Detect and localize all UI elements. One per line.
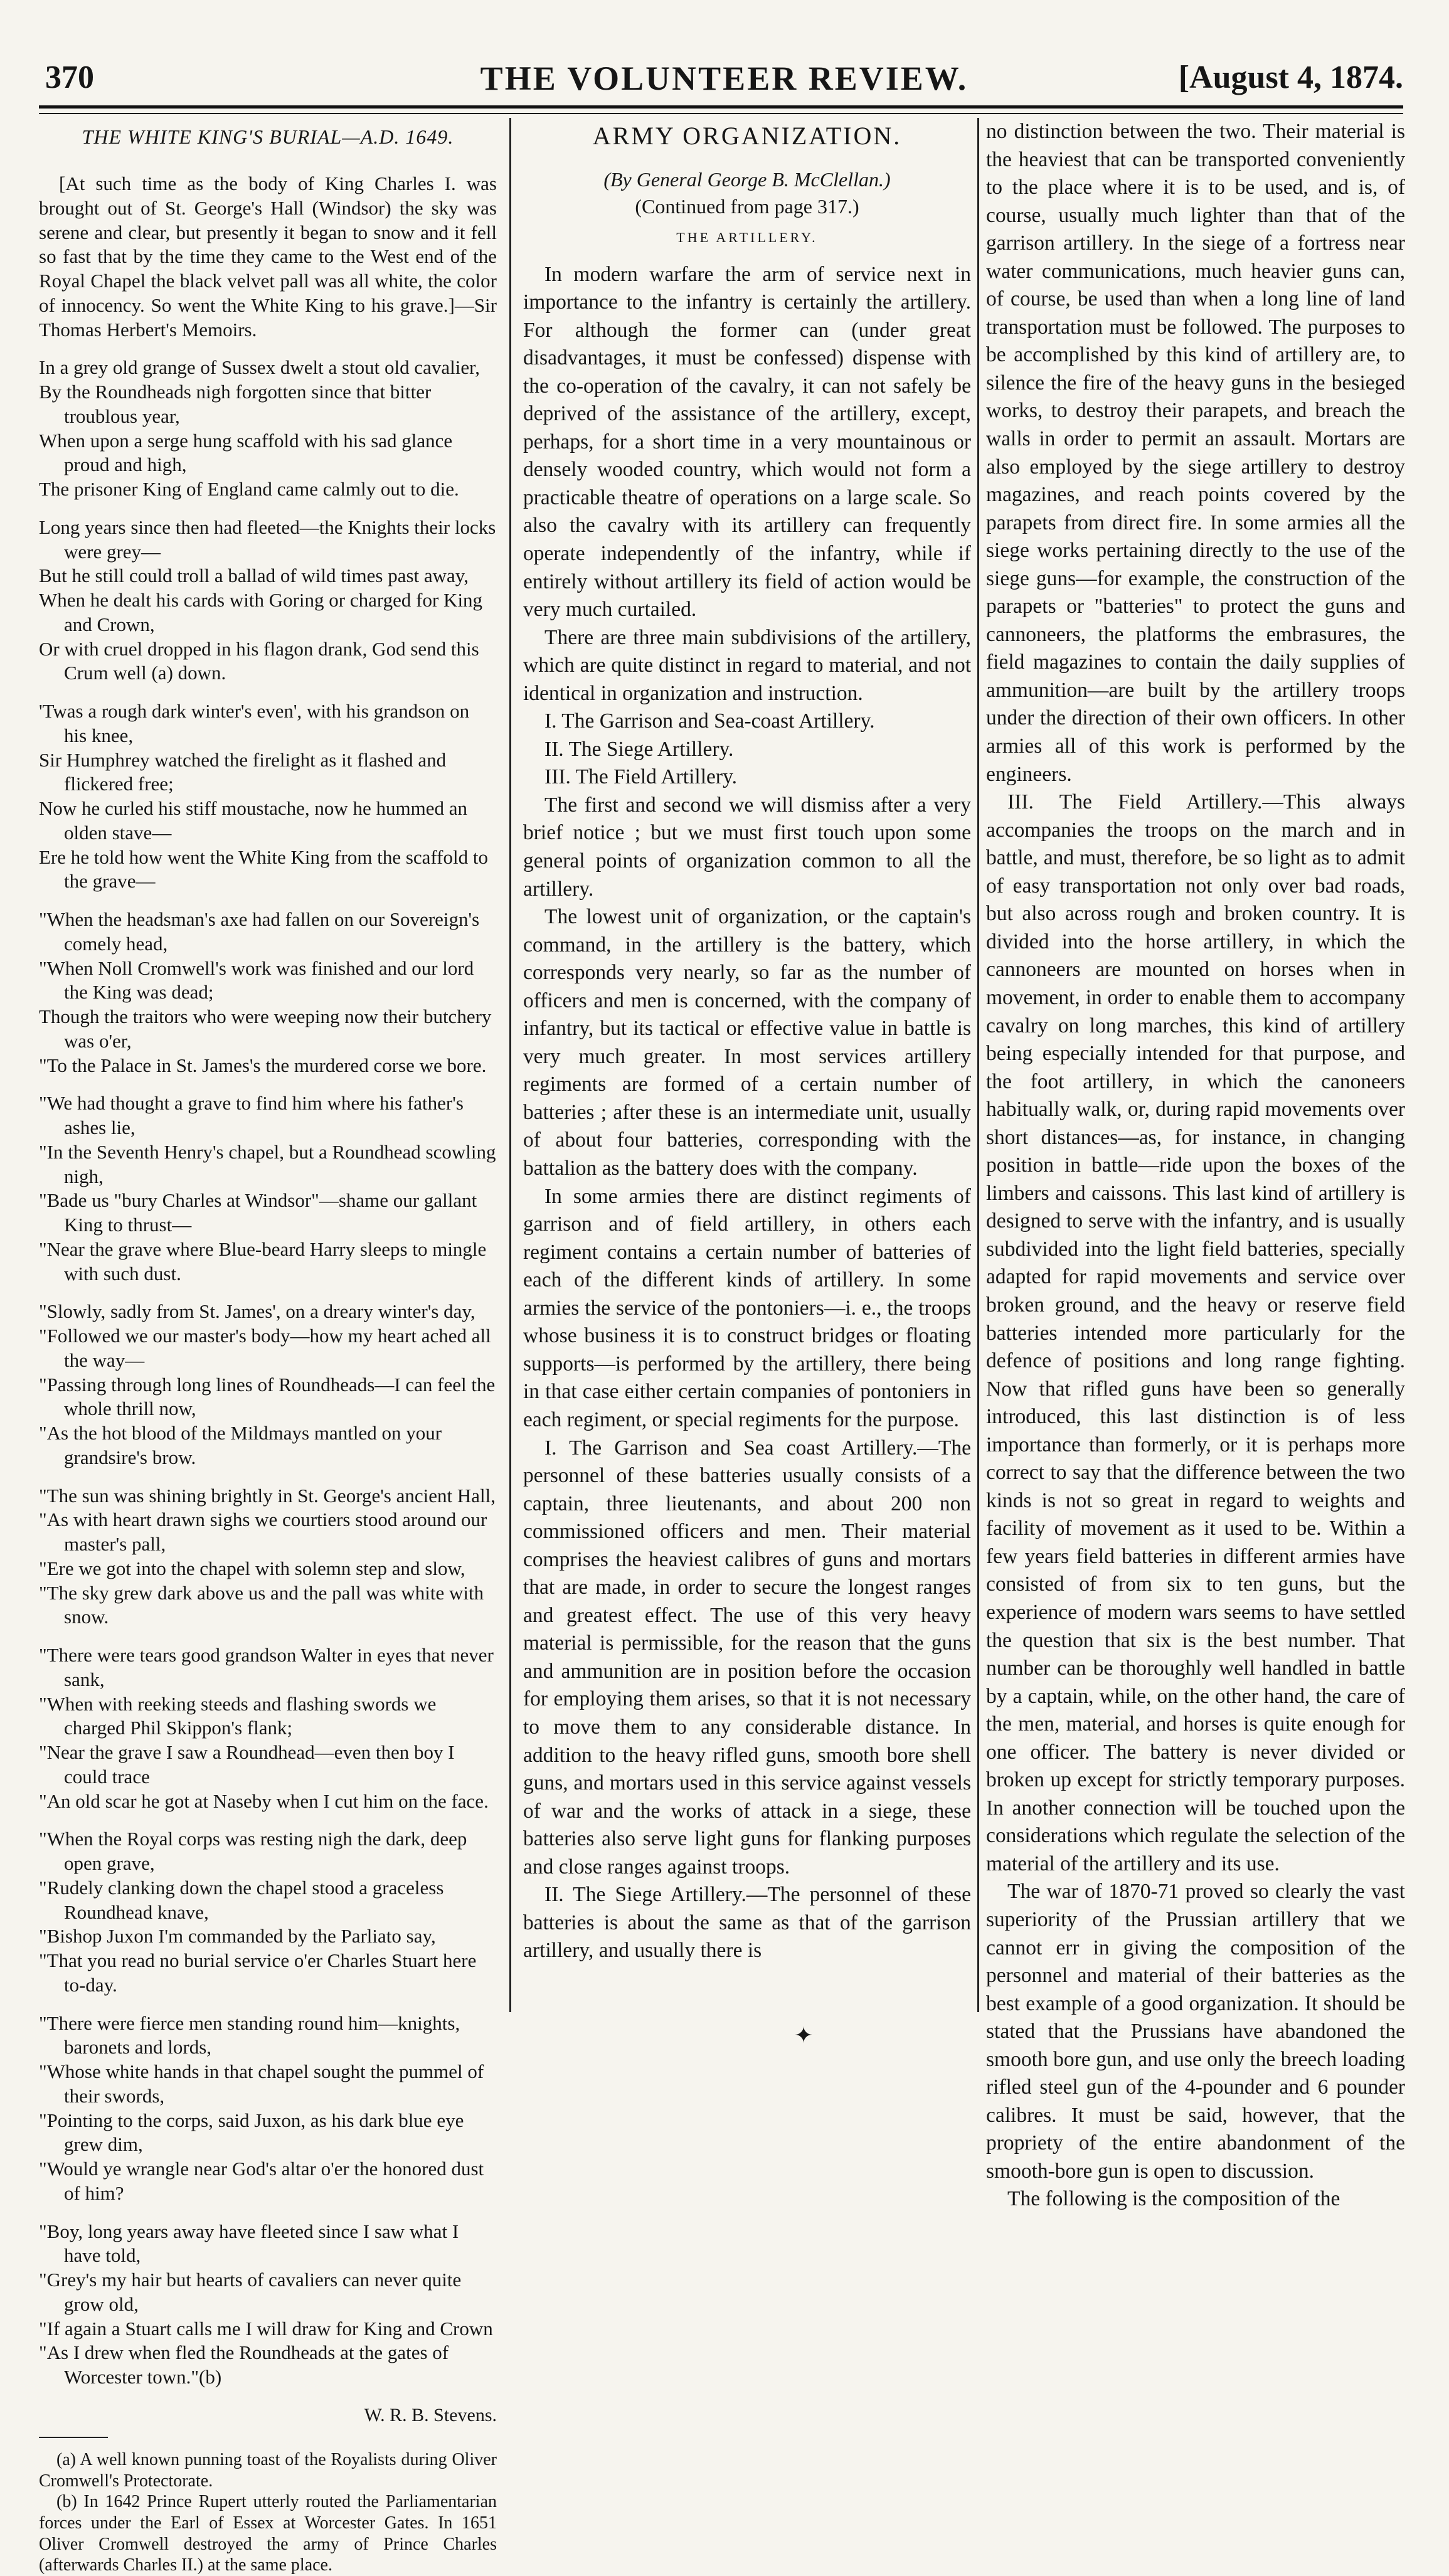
verse-line: "In the Seventh Henry's chapel, but a Roundhead scowling nigh, <box>39 1140 496 1187</box>
verse-line: "Slowly, sadly from St. James', on a dreary winter's day, <box>39 1300 475 1323</box>
footnote-a: (a) A well known punning toast of the Royalists during Oliver Cromwell's Protectorate. <box>39 2450 497 2491</box>
verse-line: "If again a Stuart calls me I will draw for King and Crown <box>39 2317 493 2340</box>
poem-stanza <box>39 516 497 686</box>
article-paragraph: The war of 1870-71 proved so clearly the vast superiority of the Prussian artillery that we cannot err in giving the composition of the personnel and material of their batteries as the best example of a good organization. It should be stated that the Prussians have abandoned the smooth bore gun, and use only the breech loading rifled steel gun of the 4-pounder and 6 pounder calibres. It must be said, however, that the propriety of the entire abandonment of the smooth-bore gun is open to discussion. <box>986 1880 1405 2183</box>
verse-line: "Would ye wrangle near God's altar o'er the honored dust of him? <box>39 2158 484 2204</box>
verse-line: The prisoner King of England came calmly out to die. <box>39 478 459 500</box>
verse-line: "Followed we our master's body—how my heart ached all the way— <box>39 1325 491 1371</box>
verse-line: "We had thought a grave to find him where his father's ashes lie, <box>39 1092 464 1138</box>
column-rule-1 <box>509 118 511 2012</box>
footnote-b: (b) In 1642 Prince Rupert utterly routed the Parliamentarian forces under the Earl of Essex at Worcester Gates. In 1651 Oliver Cromwell destroyed the army of Prince Charles (afterwards Charles II.) at the same place. <box>39 2492 497 2575</box>
verse-line: "Bade us "bury Charles at Windsor"—shame our gallant King to thrust— <box>39 1189 477 1236</box>
verse-line: But he still could troll a ballad of wild times past away, <box>39 564 469 587</box>
verse-line: 'Twas a rough dark winter's even', with his grandson on his knee, <box>39 700 470 746</box>
verse-line: In a grey old grange of Sussex dwelt a stout old cavalier, <box>39 356 480 379</box>
verse-line: Now he curled his stiff moustache, now he hummed an olden stave— <box>39 797 467 844</box>
article-paragraph: III. The Field Artillery.—This always accompanies the troops on the march and in battle, and must, therefore, be so light as to admit of easy transportation not only over bad roads, but also across rough and broken country. It is divided into the horse artillery, in which the cannoneers are mounted on horses when in movement, in order to enable them to accompany cavalry on long marches, this kind of artillery being especially intended for that purpose, and the foot artillery, in which the canoneers habitually walk, or, during rapid movements over short distances—as, for instance, in changing position in battle—ride upon the boxes of the limbers and caissons. This last kind of artillery is designed to serve with the infantry, and is usually subdivided into the light field batteries, specially adapted for rapid movements and service over broken ground, and the heavy or reserve field batteries intended more particularly for the defence of positions and long range fighting. Now that rifled guns have been so generally introduced, this last distinction is of less importance than formerly, or it is perhaps more correct to say that the difference between the two kinds is not so great in regard to weights and facility of movement as it used to be. Within a few years field batteries in different armies have consisted of from six to ten guns, but the experience of modern wars seems to have settled the question that six is the best number. That number can be thoroughly well handled in battle by a captain, while, on the other hand, the care of the men, material, and horses is quite enough for one officer. The battery is never divided or broken up except for strictly temporary purposes. In another connection will be touched upon the considerations which regulate the selection of the material of the artillery and its use. <box>986 790 1405 1875</box>
article-column-1 <box>523 118 971 1965</box>
poem-stanzas <box>39 356 497 2390</box>
page-number: 370 <box>45 60 94 95</box>
verse-line: Sir Humphrey watched the firelight as it flashed and flickered free; <box>39 748 447 795</box>
article-paragraph: In some armies there are distinct regiments of garrison and of field artillery, in others each regiment contains a certain number of batteries of each of the different kinds of artillery. In some armies the service of the pontoniers—i. e., the troops whose business it is to construct bridges or floating supports—is performed by the artillery, there being in that case either certain companies of pontoniers in each regiment, or special regiments for the purpose. <box>523 1184 971 1431</box>
verse-line: "There were tears good grandson Walter in eyes that never sank, <box>39 1644 494 1690</box>
article-paragraph: The first and second we will dismiss after a very brief notice ; but we must first touch upon some general points of organization common to all the artillery. <box>523 793 971 901</box>
verse-line: Long years since then had fleeted—the Knights their locks were grey— <box>39 516 496 563</box>
verse-line: "Boy, long years away have fleeted since I saw what I have told, <box>39 2220 459 2267</box>
poem-stanza <box>39 1091 497 1286</box>
verse-line: Ere he told how went the White King from the scaffold to the grave— <box>39 845 488 893</box>
article-paragraph: The lowest unit of organization, or the captain's command, in the artillery is the battery, which corresponds very nearly, so far as the number of officers and men is concerned, with the company of infantry, but its tactical or effective value in battle is very much greater. In most services artillery regiments are formed of a certain number of batteries ; after these is an intermediate unit, usually of about four batteries, corresponding with the battalion as the battery does with the company. <box>523 905 971 1180</box>
verse-line: When he dealt his cards with Goring or charged for King and Crown, <box>39 589 483 635</box>
article-paragraph: In modern warfare the arm of service next in importance to the infantry is certainly the artillery. For although the former can (under great disadvantages, it must be confessed) dispense with the co-operation of the cavalry, it can not safely be deprived of the assistance of the artillery, except, perhaps, for a short time in a very mountainous or densely wooded country, which would not form a practicable theatre of operations on a large scale. So also the cavalry with its artillery can frequently operate independently of the infantry, while if entirely without artillery its field of action would be very much curtailed. <box>523 262 971 622</box>
verse-line: "Whose white hands in that chapel sought the pummel of their swords, <box>39 2060 484 2107</box>
subdivision-item: I. The Garrison and Sea-coast Artillery. <box>544 709 875 733</box>
poem-stanza <box>39 1827 497 1997</box>
verse-line: "An old scar he got at Naseby when I cut him on the face. <box>39 1789 489 1812</box>
footnote-divider <box>39 2437 108 2438</box>
poem-stanza <box>39 908 497 1078</box>
poem-column <box>39 118 497 2576</box>
verse-line: "There were fierce men standing round him—knights, baronets and lords, <box>39 2012 460 2059</box>
verse-line: "Rudely clanking down the chapel stood a graceless Roundhead knave, <box>39 1876 444 1923</box>
verse-line: "When with reeking steeds and flashing swords we charged Phil Skippon's flank; <box>39 1692 437 1739</box>
verse-line: "Ere we got into the chapel with solemn step and slow, <box>39 1557 465 1579</box>
verse-line: "As with heart drawn sighs we courtiers stood around our master's pall, <box>39 1508 487 1555</box>
article-paragraph: I. The Garrison and Sea coast Artillery.—The personnel of these batteries usually consists of a captain, three lieutenants, and about 200 non commissioned officers and men. Their material comprises the heaviest calibres of guns and mortars that are made, in order to secure the longest ranges and greatest effect. The use of this very heavy material is permissible, for the reason that the guns and ammunition are in position before the occasion for employing them arises, so that it is not necessary to move them to any considerable distance. In addition to the heavy rifled guns, smooth bore shell guns, and mortars used in this service against vessels of war and the works of attack in a siege, these batteries also serve light guns for flanking purposes and close ranges against troops. <box>523 1436 971 1879</box>
verse-line: Though the traitors who were weeping now their butchery was o'er, <box>39 1005 492 1052</box>
poem-stanza <box>39 2012 497 2206</box>
verse-line: "Near the grave where Blue-beard Harry sleeps to mingle with such dust. <box>39 1238 487 1285</box>
poem-stanza <box>39 356 497 502</box>
article-continued: (Continued from page 317.) <box>635 194 859 218</box>
article-paragraph: no distinction between the two. Their material is the heaviest that can be transported conveniently to the place where it is to be used, and is, of course, usually much lighter than that of the garrison artillery. In the siege of a fortress near water communications, much heavier guns can, of course, be used than when a long line of land transportation must be followed. The purposes to be accomplished by this kind of artillery are, to silence the fire of the heavy guns in the besieged works, to destroy their parapets, and breach the walls in order to permit an assault. Mortars are also employed by the siege artillery to destroy magazines, and reach points covered by the parapets from direct fire. In some armies all the siege works pertaining directly to the use of the siege guns—for example, the construction of the parapets or "batteries" to protect the guns and cannoneers, the platforms the embrasures, the field magazines to contain the daily supplies of ammunition—are built by the artillery troops under the direction of their own officers. In other armies all of this work is performed by the engineers. <box>986 120 1405 786</box>
poem-stanza <box>39 699 497 894</box>
subdivision-item: III. The Field Artillery. <box>544 765 738 789</box>
verse-line: "When the headsman's axe had fallen on our Sovereign's comely head, <box>39 908 480 955</box>
article-paragraph: The following is the composition of the <box>1007 2187 1340 2211</box>
verse-line: "When the Royal corps was resting nigh the dark, deep open grave, <box>39 1828 467 1874</box>
verse-line: "Grey's my hair but hearts of cavaliers can never quite grow old, <box>39 2269 462 2315</box>
poem-signature: W. R. B. Stevens. <box>364 2404 497 2425</box>
verse-line: "As the hot blood of the Mildmays mantled on your grandsire's brow. <box>39 1422 442 1468</box>
article-paragraph: There are three main subdivisions of the artillery, which are quite distinct in regard to material, and not identical in organization and instruction. <box>523 625 971 705</box>
verse-line: "The sky grew dark above us and the pall was white with snow. <box>39 1581 484 1628</box>
article-title: ARMY ORGANIZATION. <box>592 122 902 150</box>
verse-line: "Pointing to the corps, said Juxon, as his dark blue eye grew dim, <box>39 2109 464 2156</box>
poem-stanza <box>39 1300 497 1470</box>
subdivision-item: II. The Siege Artillery. <box>544 737 734 761</box>
poem-title: THE WHITE KING'S BURIAL—A.D. 1649. <box>82 125 454 148</box>
page-header <box>45 56 1403 113</box>
verse-line: "The sun was shining brightly in St. George's ancient Hall, <box>39 1484 496 1507</box>
newspaper-title: THE VOLUNTEER REVIEW. <box>480 60 969 97</box>
verse-line: "Bishop Juxon I'm commanded by the Parliato say, <box>39 1925 436 1948</box>
poem-stanza <box>39 2220 497 2390</box>
column-rule-2 <box>977 118 979 2012</box>
article-column-2 <box>986 118 1405 2213</box>
verse-line: "Passing through long lines of Roundheads—I can feel the whole thrill now, <box>39 1373 496 1420</box>
poem-stanza <box>39 1643 497 1813</box>
verse-line: "That you read no burial service o'er Charles Stuart here to-day. <box>39 1949 477 1996</box>
verse-line: By the Roundheads nigh forgotten since that bitter troublous year, <box>39 381 432 427</box>
poem-stanza <box>39 1484 497 1630</box>
verse-line: "Near the grave I saw a Roundhead—even then boy I could trace <box>39 1741 455 1788</box>
poem-intro: [At such time as the body of King Charles I. was brought out of St. George's Hall (Windsor) the sky was serene and clear, but presently it began to snow and it fell so fast that by the time they came to the West end of the Royal Chapel the black velvet pall was all white, the color of innocency. So went the White King to his grave.]—Sir Thomas Herbert's Memoirs. <box>39 172 497 341</box>
header-rule <box>39 105 1403 114</box>
verse-line: Or with cruel dropped in his flagon drank, God send this Crum well (a) down. <box>39 637 479 684</box>
verse-line: "When Noll Cromwell's work was finished and our lord the King was dead; <box>39 957 474 1004</box>
verse-line: "As I drew when fled the Roundheads at the gates of Worcester town."(b) <box>39 2341 449 2388</box>
registration-mark: ✦ <box>794 2023 814 2048</box>
section-heading: THE ARTILLERY. <box>676 230 818 246</box>
issue-date: [August 4, 1874. <box>1178 60 1403 95</box>
article-byline: (By General George B. McClellan.) <box>603 168 891 191</box>
verse-line: When upon a serge hung scaffold with his sad glance proud and high, <box>39 429 453 476</box>
article-paragraph: II. The Siege Artillery.—The personnel of these batteries is about the same as that of the garrison artillery, and usually there is <box>523 1883 971 1963</box>
verse-line: "To the Palace in St. James's the murdered corse we bore. <box>39 1054 487 1076</box>
